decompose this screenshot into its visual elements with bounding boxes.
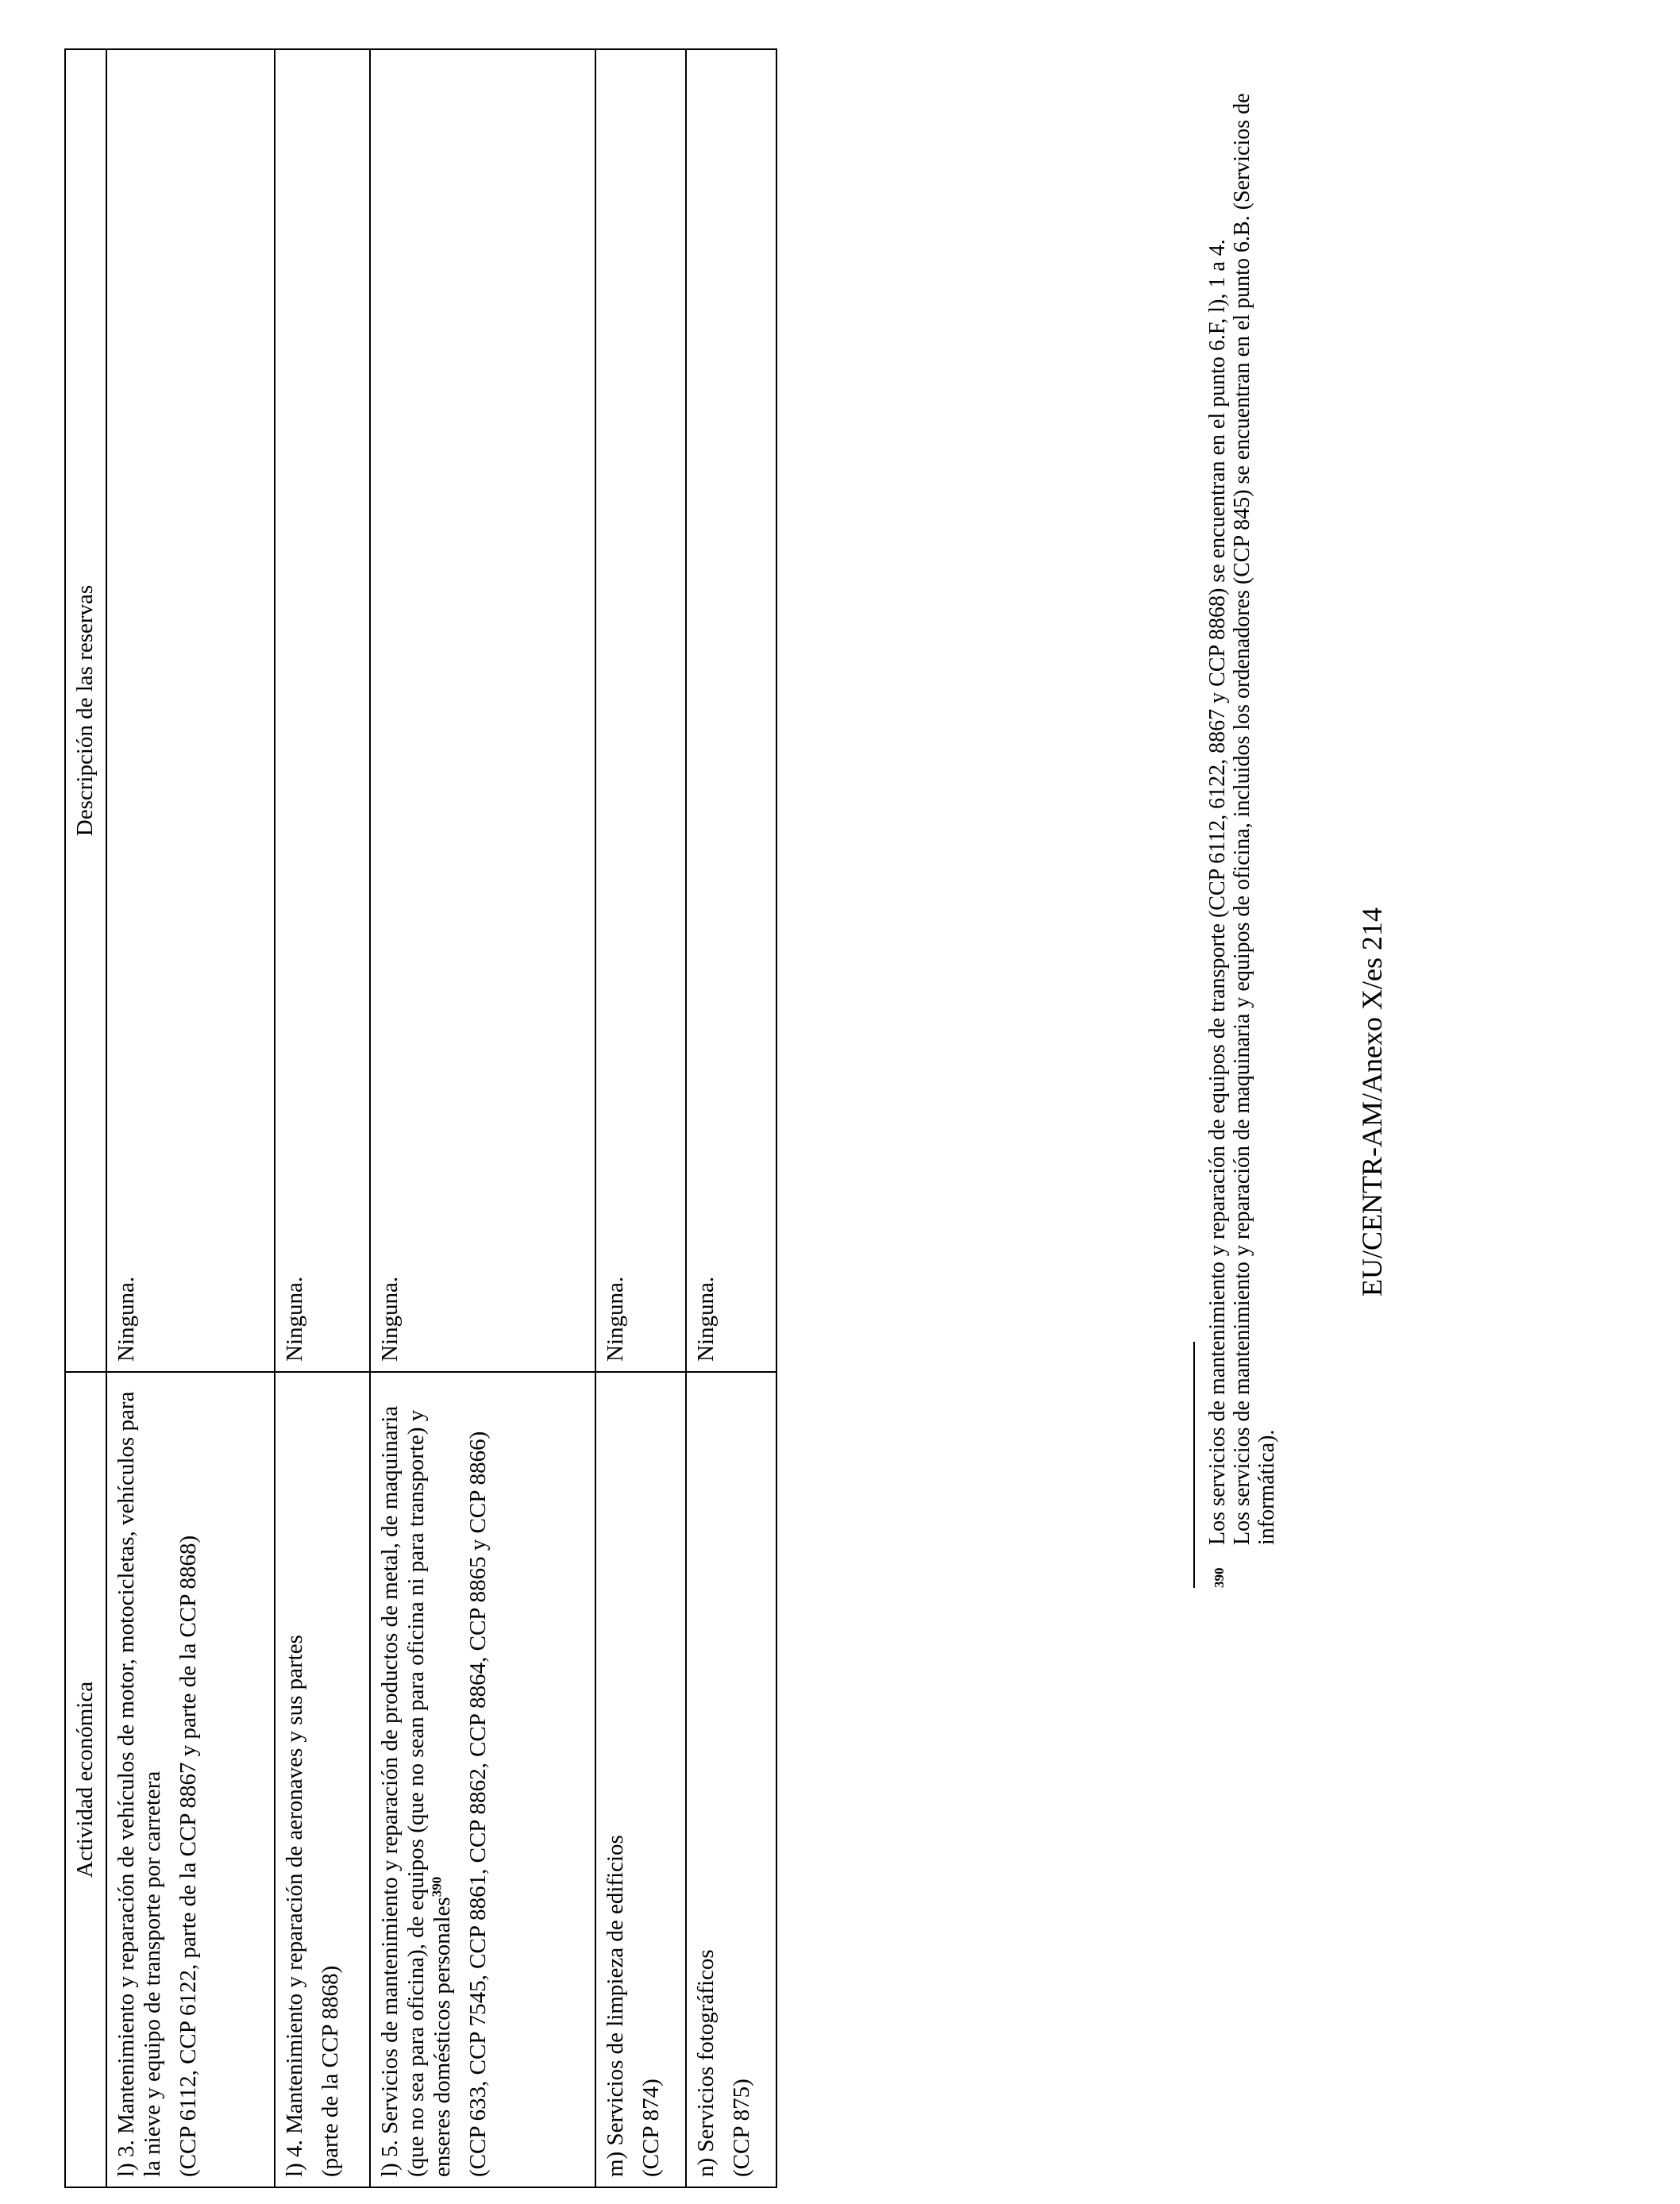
footnote-line: Los servicios de mantenimiento y reparación de maquinaria y equipos de oficina, incluidos los ordenadores (CCP 845) se encuentran en el punto 6.B. (Servicios de informática). <box>1230 93 1279 1545</box>
header-reservations: Descripción de las reservas <box>65 49 106 1372</box>
activity-text: n) Servicios fotográficos <box>693 1949 719 2177</box>
reservations-table <box>64 48 777 2188</box>
table-header-row <box>65 49 106 2187</box>
activity-code: (CCP 6112, CCP 6122, parte de la CCP 8867 y parte de la CCP 8868) <box>175 1535 201 2177</box>
table-row <box>275 49 370 2187</box>
footnote <box>1205 56 1279 1588</box>
activity-text <box>377 1382 456 2177</box>
activity-cell <box>686 1372 776 2187</box>
activity-cell <box>275 1372 370 2187</box>
activity-code: (CCP 874) <box>638 2079 664 2177</box>
table-row <box>686 49 776 2187</box>
activity-text: l) 4. Mantenimiento y reparación de aeronaves y sus partes <box>282 1635 307 2177</box>
activity-code: (parte de la CCP 8868) <box>318 1965 343 2177</box>
activity-text: m) Servicios de limpieza de edificios <box>603 1835 628 2177</box>
table-row <box>106 49 275 2187</box>
footnote-reference[interactable]: 390 <box>429 1876 445 1898</box>
header-activity: Actividad económica <box>65 1372 106 2187</box>
footnote-line: Los servicios de mantenimiento y reparación de equipos de transporte (CCP 6112, 6122, 8867 y CCP 8868) se encuentran en el punto 6.F, l), 1 a 4. <box>1205 239 1230 1545</box>
activity-cell <box>106 1372 275 2187</box>
activity-text-body: l) 5. Servicios de mantenimiento y reparación de productos de metal, de maquinaria (que no sea para oficina), de equipos (que no sean para oficina ni para transporte) y enseres domésticos personales <box>377 1405 455 2177</box>
table-row <box>370 49 595 2187</box>
footnote-body <box>1205 56 1279 1545</box>
reservation-cell: Ninguna. <box>686 49 776 1372</box>
activity-code: (CCP 633, CCP 7545, CCP 8861, CCP 8862, CCP 8864, CCP 8865 y CCP 8866) <box>465 1431 491 2177</box>
reservation-cell: Ninguna. <box>106 49 275 1372</box>
reservation-cell: Ninguna. <box>275 49 370 1372</box>
reservation-cell: Ninguna. <box>595 49 686 1372</box>
footnote-number: 390 <box>1212 1567 1227 1588</box>
activity-code: (CCP 875) <box>729 2079 754 2177</box>
reservation-cell: Ninguna. <box>370 49 595 1372</box>
table-row <box>595 49 686 2187</box>
footnote-separator <box>1193 1342 1195 1588</box>
activity-cell <box>595 1372 686 2187</box>
activity-text: l) 3. Mantenimiento y reparación de vehículos de motor, motocicletas, vehículos para la nieve y equipo de transporte por carretera <box>114 1391 165 2177</box>
page-identifier: EU/CENTR-AM/Anexo X/es 214 <box>1356 907 1388 1297</box>
activity-cell <box>370 1372 595 2187</box>
